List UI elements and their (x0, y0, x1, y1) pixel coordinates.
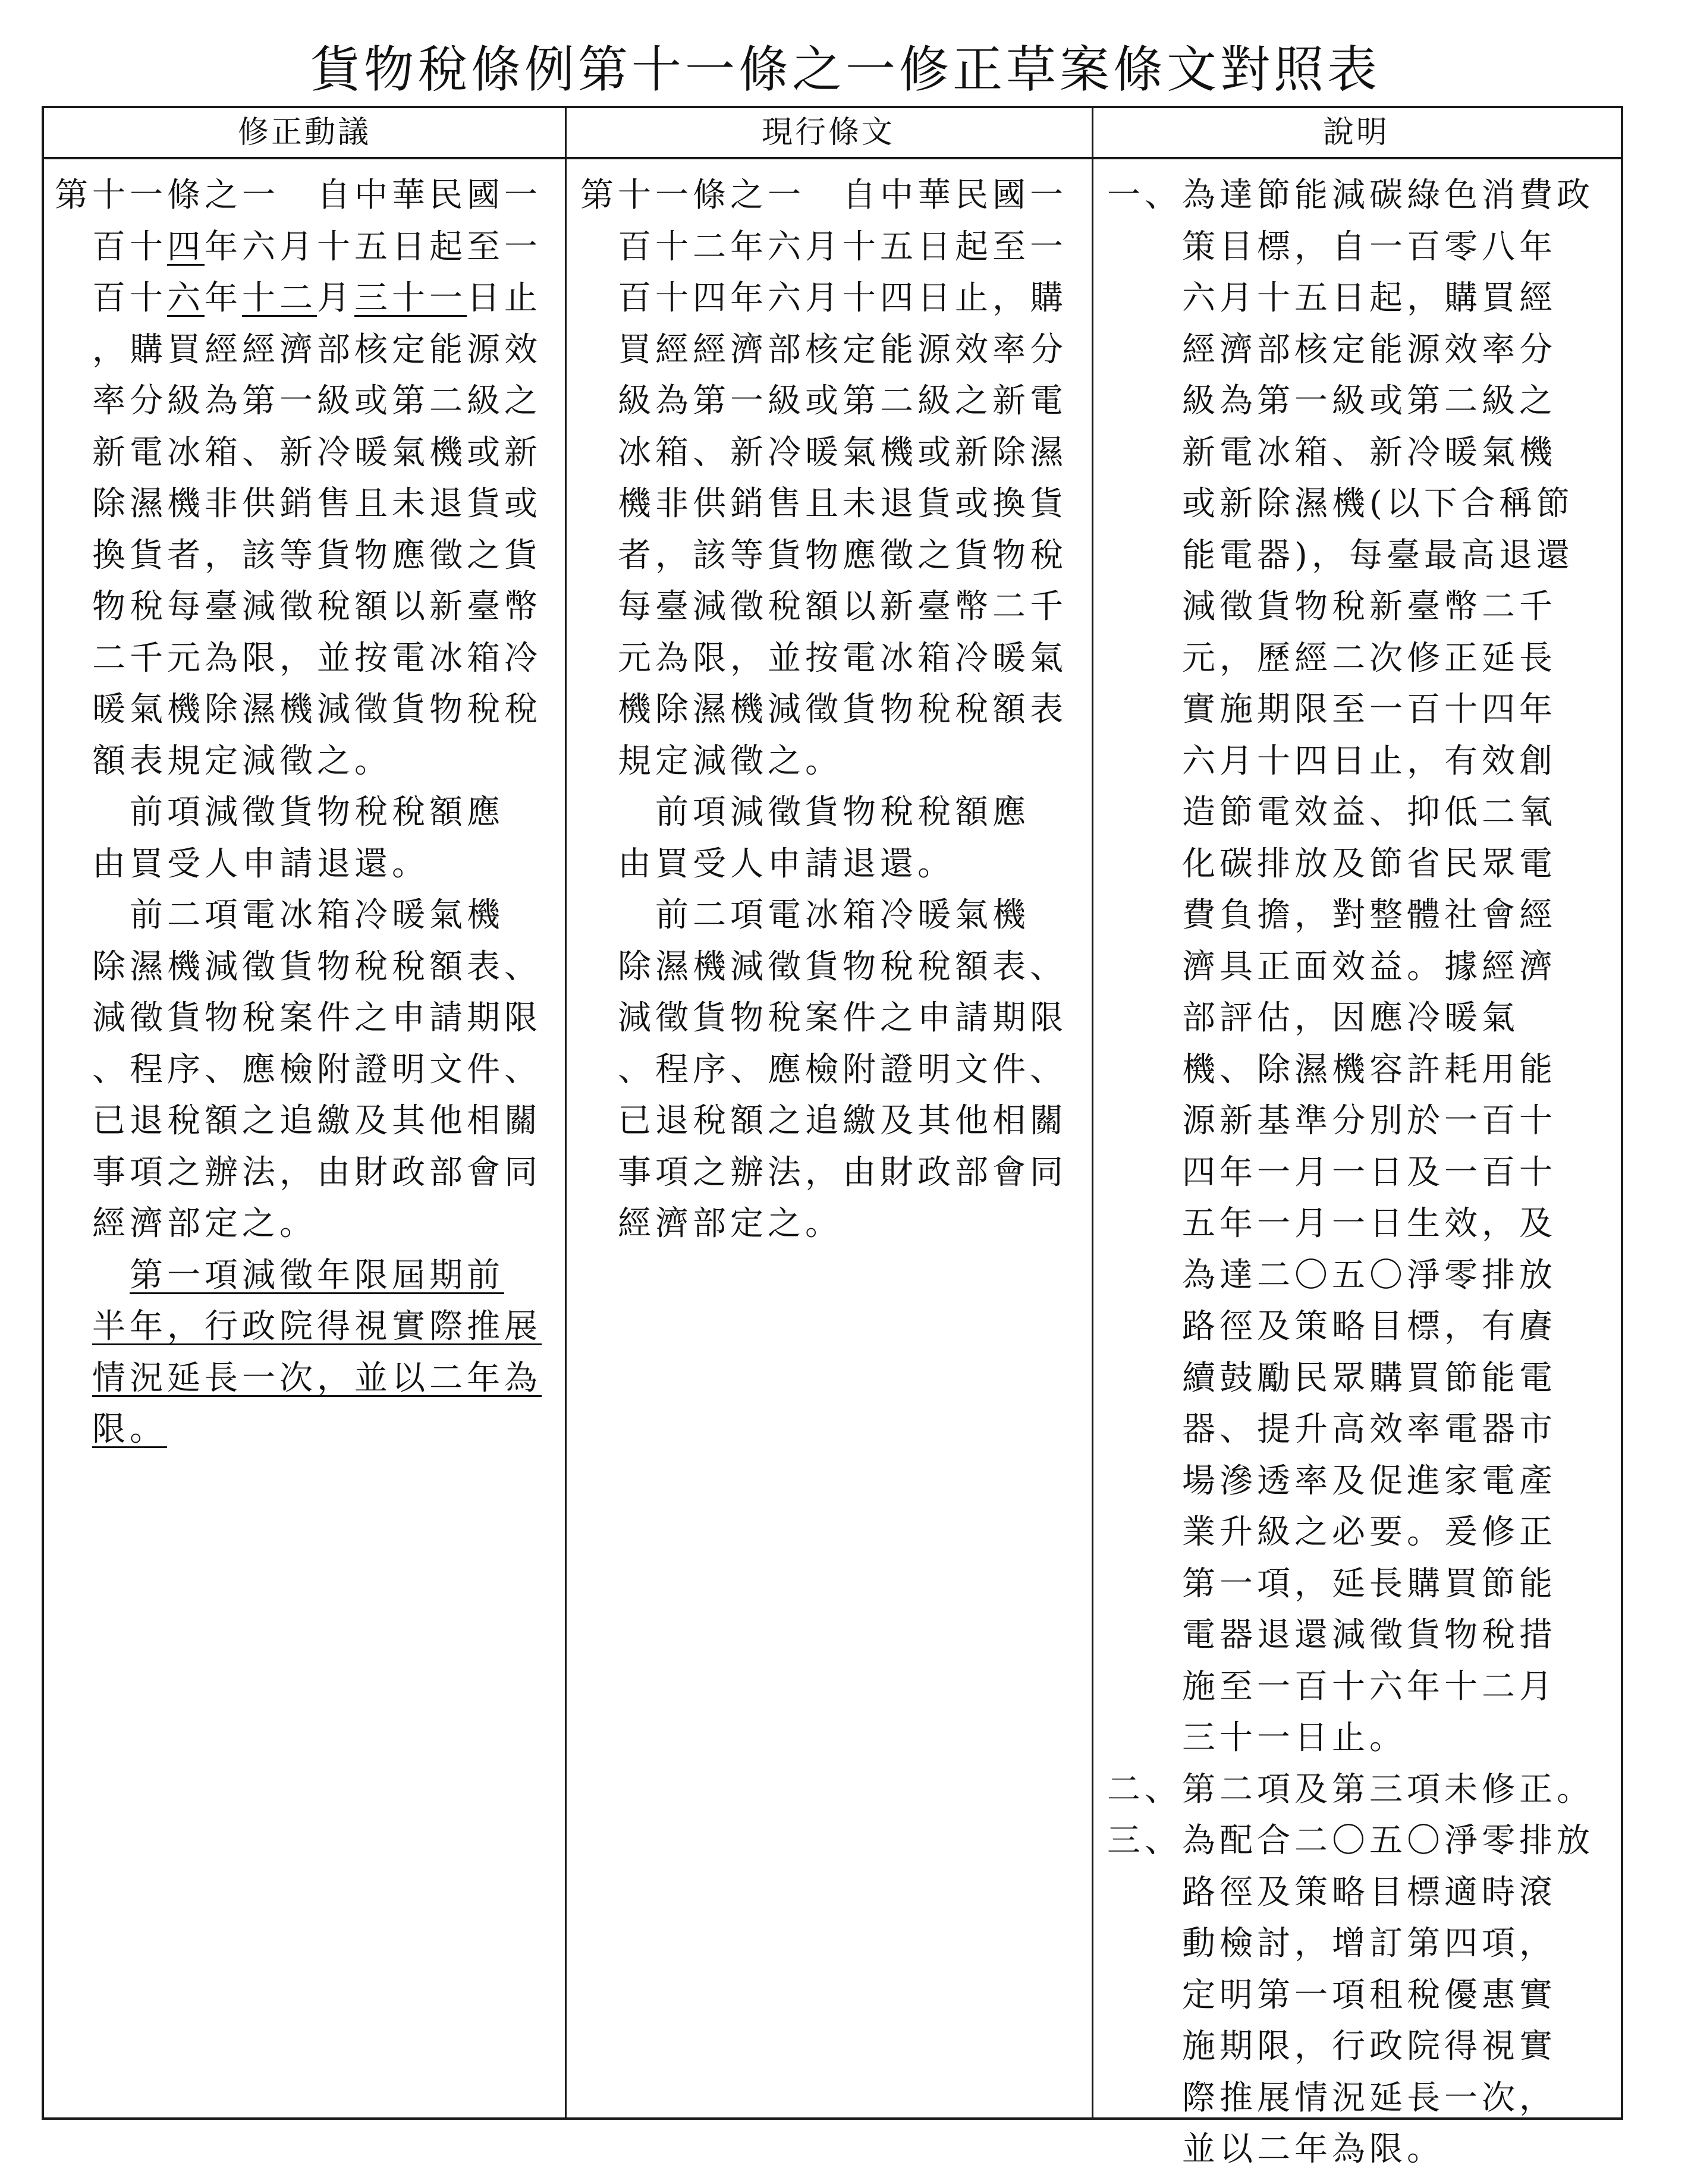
text-line (580, 684, 1086, 736)
text-run: 路徑及策略目標，有賡 (1107, 1307, 1557, 1346)
text-run: 動檢討，增訂第四項， (1107, 1924, 1557, 1963)
text-line (1107, 1456, 1613, 1508)
underlined-text: 十二 (242, 279, 317, 317)
text-line (1107, 222, 1613, 273)
text-line (580, 942, 1086, 993)
text-line (55, 1353, 560, 1405)
text-run: 為達二〇五〇淨零排放 (1107, 1255, 1557, 1295)
text-run: 三十一日止。 (1107, 1719, 1407, 1757)
text-run: 六月十五日起，購買經 (1107, 279, 1557, 317)
text-run: 、程序、應檢附證明文件、 (55, 1050, 542, 1089)
text-line (1107, 839, 1613, 890)
text-line (55, 1404, 560, 1456)
text-line (1107, 376, 1613, 427)
text-line (1107, 1044, 1613, 1096)
text-line (580, 1096, 1086, 1147)
text-line (55, 633, 560, 685)
text-line (55, 581, 560, 633)
text-run: 規定減徵之。 (580, 741, 843, 781)
text-run: ，購買經經濟部核定能源效 (55, 330, 542, 369)
text-run: 施期限，行政院得視實 (1107, 2027, 1557, 2066)
text-line (580, 376, 1086, 427)
underlined-text: 六 (167, 279, 205, 317)
header-current-text: 現行條文 (761, 115, 895, 150)
text-run: 事項之辦法，由財政部會同 (580, 1153, 1067, 1192)
text-run: 百十二年六月十五日起至一 (580, 227, 1067, 266)
text-run: 級為第一級或第二級之 (1107, 382, 1557, 420)
underlined-text: 情況延長一次，並以二年為 (92, 1358, 542, 1398)
text-run: 經濟部核定能源效率分 (1107, 330, 1557, 369)
text-run: 或新除濕機(以下合稱節 (1107, 484, 1574, 523)
text-run (55, 1307, 92, 1346)
table-header-row (44, 108, 1621, 159)
text-run: 施至一百十六年十二月 (1107, 1667, 1557, 1706)
text-run: 際推展情況延長一次， (1107, 2078, 1557, 2117)
text-run: 已退稅額之追繳及其他相關 (580, 1102, 1067, 1140)
text-run: 機非供銷售且未退貨或換貨 (580, 484, 1067, 523)
text-line (580, 273, 1086, 325)
text-run (55, 1359, 92, 1398)
text-run: 元為限，並按電冰箱冷暖氣 (580, 638, 1067, 678)
text-line (55, 787, 560, 839)
text-run: 除濕機減徵貨物稅稅額表、 (55, 947, 542, 986)
text-line (1107, 1198, 1613, 1250)
text-run: 並以二年為限。 (1107, 2130, 1444, 2169)
text-line (1107, 684, 1613, 736)
text-line (1107, 1250, 1613, 1302)
column-divider (1092, 108, 1093, 2117)
text-line (55, 942, 560, 993)
text-run: 買經經濟部核定能源效率分 (580, 330, 1067, 369)
text-line (1107, 890, 1613, 942)
text-line (55, 273, 560, 325)
comparison-table (42, 106, 1623, 2169)
text-line (580, 993, 1086, 1044)
text-run: 六月十四日止，有效創 (1107, 741, 1557, 781)
text-line (1107, 1815, 1613, 1867)
text-run: 前二項電冰箱冷暖氣機 (55, 896, 504, 934)
text-line (1107, 942, 1613, 993)
underlined-text: 限。 (92, 1410, 167, 1449)
text-run: 者，該等貨物應徵之貨物稅 (580, 536, 1067, 575)
text-line (580, 787, 1086, 839)
text-line (1107, 581, 1613, 633)
amendment-column-text (55, 170, 560, 1456)
text-run: 除濕機減徵貨物稅稅額表、 (580, 947, 1067, 986)
text-line (580, 890, 1086, 942)
text-line (55, 839, 560, 890)
text-line (55, 1044, 560, 1096)
text-run: 費負擔，對整體社會經 (1107, 896, 1557, 934)
text-line (1107, 1353, 1613, 1405)
text-run: 五年一月一日生效，及 (1107, 1204, 1557, 1243)
text-line (1107, 1147, 1613, 1199)
text-run: 源新基準分別於一百十 (1107, 1102, 1557, 1140)
text-line (1107, 2073, 1613, 2125)
text-line (1107, 1610, 1613, 1661)
text-run: 前二項電冰箱冷暖氣機 (580, 896, 1030, 934)
text-line (1107, 2124, 1613, 2176)
text-run: 定明第一項租稅優惠實 (1107, 1975, 1557, 2015)
text-line (580, 479, 1086, 530)
text-line (55, 479, 560, 530)
column-divider (565, 108, 567, 2117)
text-line (1107, 2021, 1613, 2073)
text-line (55, 1198, 560, 1250)
text-run (55, 1256, 130, 1295)
text-run: 策目標，自一百零八年 (1107, 227, 1557, 266)
text-line (580, 1147, 1086, 1199)
text-run: 二、第二項及第三項未修正。 (1107, 1770, 1594, 1809)
text-run: 路徑及策略目標適時滾 (1107, 1873, 1557, 1912)
text-line (1107, 787, 1613, 839)
text-line (1107, 1918, 1613, 1970)
text-line (580, 170, 1086, 222)
text-run: 續鼓勵民眾購買節能電 (1107, 1358, 1557, 1398)
text-run: 減徵貨物稅案件之申請期限 (580, 999, 1067, 1037)
text-line (55, 376, 560, 427)
text-run: 減徵貨物稅新臺幣二千 (1107, 587, 1557, 626)
text-run: 化碳排放及節省民眾電 (1107, 844, 1557, 883)
text-line (1107, 325, 1613, 376)
text-line (55, 1147, 560, 1199)
text-run: 新電冰箱、新冷暖氣機 (1107, 433, 1557, 472)
text-line (55, 684, 560, 736)
text-line (55, 993, 560, 1044)
text-line (55, 1250, 560, 1302)
text-run: 百十 (55, 227, 167, 266)
text-run: 四年一月一日及一百十 (1107, 1153, 1557, 1192)
text-line (1107, 1404, 1613, 1456)
text-run: 元，歷經二次修正延長 (1107, 638, 1557, 678)
text-run: 率分級為第一級或第二級之 (55, 382, 542, 420)
text-line (1107, 273, 1613, 325)
text-line (580, 581, 1086, 633)
underlined-text: 三十一 (354, 279, 467, 317)
text-run: 機、除濕機容許耗用能 (1107, 1050, 1557, 1089)
text-run: 前項減徵貨物稅稅額應 (580, 793, 1030, 832)
underlined-text: 四 (167, 227, 205, 266)
text-line (55, 530, 560, 582)
text-run: 業升級之必要。爰修正 (1107, 1513, 1557, 1552)
text-run: 年六月十五日起至一 (205, 227, 542, 266)
text-run: 由買受人申請退還。 (580, 844, 955, 883)
text-run: 百十 (55, 279, 167, 317)
text-run: 經濟部定之。 (580, 1204, 843, 1243)
header-amendment: 修正動議 (237, 115, 371, 150)
text-run: 一、為達節能減碳綠色消費政 (1107, 176, 1594, 215)
text-run: 場滲透率及促進家電產 (1107, 1461, 1557, 1500)
text-run: 由買受人申請退還。 (55, 844, 429, 883)
text-line (1107, 170, 1613, 222)
text-line (580, 222, 1086, 273)
text-run: 日止 (467, 279, 542, 317)
text-run: 級為第一級或第二級之新電 (580, 382, 1067, 420)
text-line (1107, 633, 1613, 685)
text-line (580, 530, 1086, 582)
text-line (55, 170, 560, 222)
current-text-column-text (580, 170, 1086, 1250)
text-line (55, 325, 560, 376)
underlined-text: 第一項減徵年限屆期前 (130, 1255, 504, 1295)
text-line (1107, 1867, 1613, 1919)
text-run: 百十四年六月十四日止，購 (580, 279, 1067, 317)
text-line (580, 736, 1086, 788)
text-run: 實施期限至一百十四年 (1107, 690, 1557, 729)
text-line (1107, 1764, 1613, 1816)
text-run: 能電器)，每臺最高退還 (1107, 536, 1574, 575)
text-run: 暖氣機除濕機減徵貨物稅稅 (55, 690, 542, 729)
text-line (55, 427, 560, 479)
text-run: 第一項，延長購買節能 (1107, 1564, 1557, 1603)
text-run: 物稅每臺減徵稅額以新臺幣 (55, 587, 542, 626)
text-run: 除濕機非供銷售且未退貨或 (55, 484, 542, 523)
text-line (55, 890, 560, 942)
text-line (1107, 1096, 1613, 1147)
text-run: 事項之辦法，由財政部會同 (55, 1153, 542, 1192)
page-title: 貨物稅條例第十一條之一修正草案條文對照表 (310, 40, 1381, 99)
text-line (55, 1301, 560, 1353)
underlined-text: 半年，行政院得視實際推展 (92, 1307, 542, 1346)
text-run: 、程序、應檢附證明文件、 (580, 1050, 1067, 1089)
text-run: 部評估，因應冷暖氣 (1107, 999, 1519, 1037)
explanation-column-text (1107, 170, 1613, 2176)
text-line (55, 222, 560, 273)
text-run (55, 1410, 92, 1449)
text-run: 月 (317, 279, 354, 317)
text-run: 二千元為限，並按電冰箱冷 (55, 638, 542, 678)
text-line (1107, 736, 1613, 788)
header-explanation: 說明 (1322, 115, 1390, 150)
text-line (580, 1044, 1086, 1096)
text-line (55, 1096, 560, 1147)
text-run: 電器退還減徵貨物稅措 (1107, 1616, 1557, 1654)
text-run: 換貨者，該等貨物應徵之貨 (55, 536, 542, 575)
text-run: 濟具正面效益。據經濟 (1107, 947, 1557, 986)
text-line (1107, 1507, 1613, 1559)
text-line (1107, 1713, 1613, 1764)
text-run: 每臺減徵稅額以新臺幣二千 (580, 587, 1067, 626)
text-line (580, 325, 1086, 376)
text-line (1107, 479, 1613, 530)
text-run: 三、為配合二〇五〇淨零排放 (1107, 1821, 1594, 1860)
text-line (580, 1198, 1086, 1250)
text-run: 新電冰箱、新冷暖氣機或新 (55, 433, 542, 472)
text-run: 前項減徵貨物稅稅額應 (55, 793, 504, 832)
text-run: 經濟部定之。 (55, 1204, 317, 1243)
text-run: 第十一條之一 自中華民國一 (580, 176, 1067, 215)
text-line (580, 633, 1086, 685)
text-line (1107, 1661, 1613, 1713)
text-run: 年 (205, 279, 242, 317)
text-run: 額表規定減徵之。 (55, 741, 392, 781)
text-line (580, 839, 1086, 890)
text-run: 器、提升高效率電器市 (1107, 1410, 1557, 1449)
text-line (580, 427, 1086, 479)
text-run: 造節電效益、抑低二氧 (1107, 793, 1557, 832)
text-line (1107, 1970, 1613, 2022)
text-run: 已退稅額之追繳及其他相關 (55, 1102, 542, 1140)
text-run: 機除濕機減徵貨物稅稅額表 (580, 690, 1067, 729)
text-run: 第十一條之一 自中華民國一 (55, 176, 542, 215)
text-line (1107, 530, 1613, 582)
text-line (55, 736, 560, 788)
text-line (1107, 427, 1613, 479)
text-line (1107, 993, 1613, 1044)
text-run: 冰箱、新冷暖氣機或新除濕 (580, 433, 1067, 472)
text-line (1107, 1301, 1613, 1353)
text-line (1107, 1559, 1613, 1610)
text-run: 減徵貨物稅案件之申請期限 (55, 999, 542, 1037)
